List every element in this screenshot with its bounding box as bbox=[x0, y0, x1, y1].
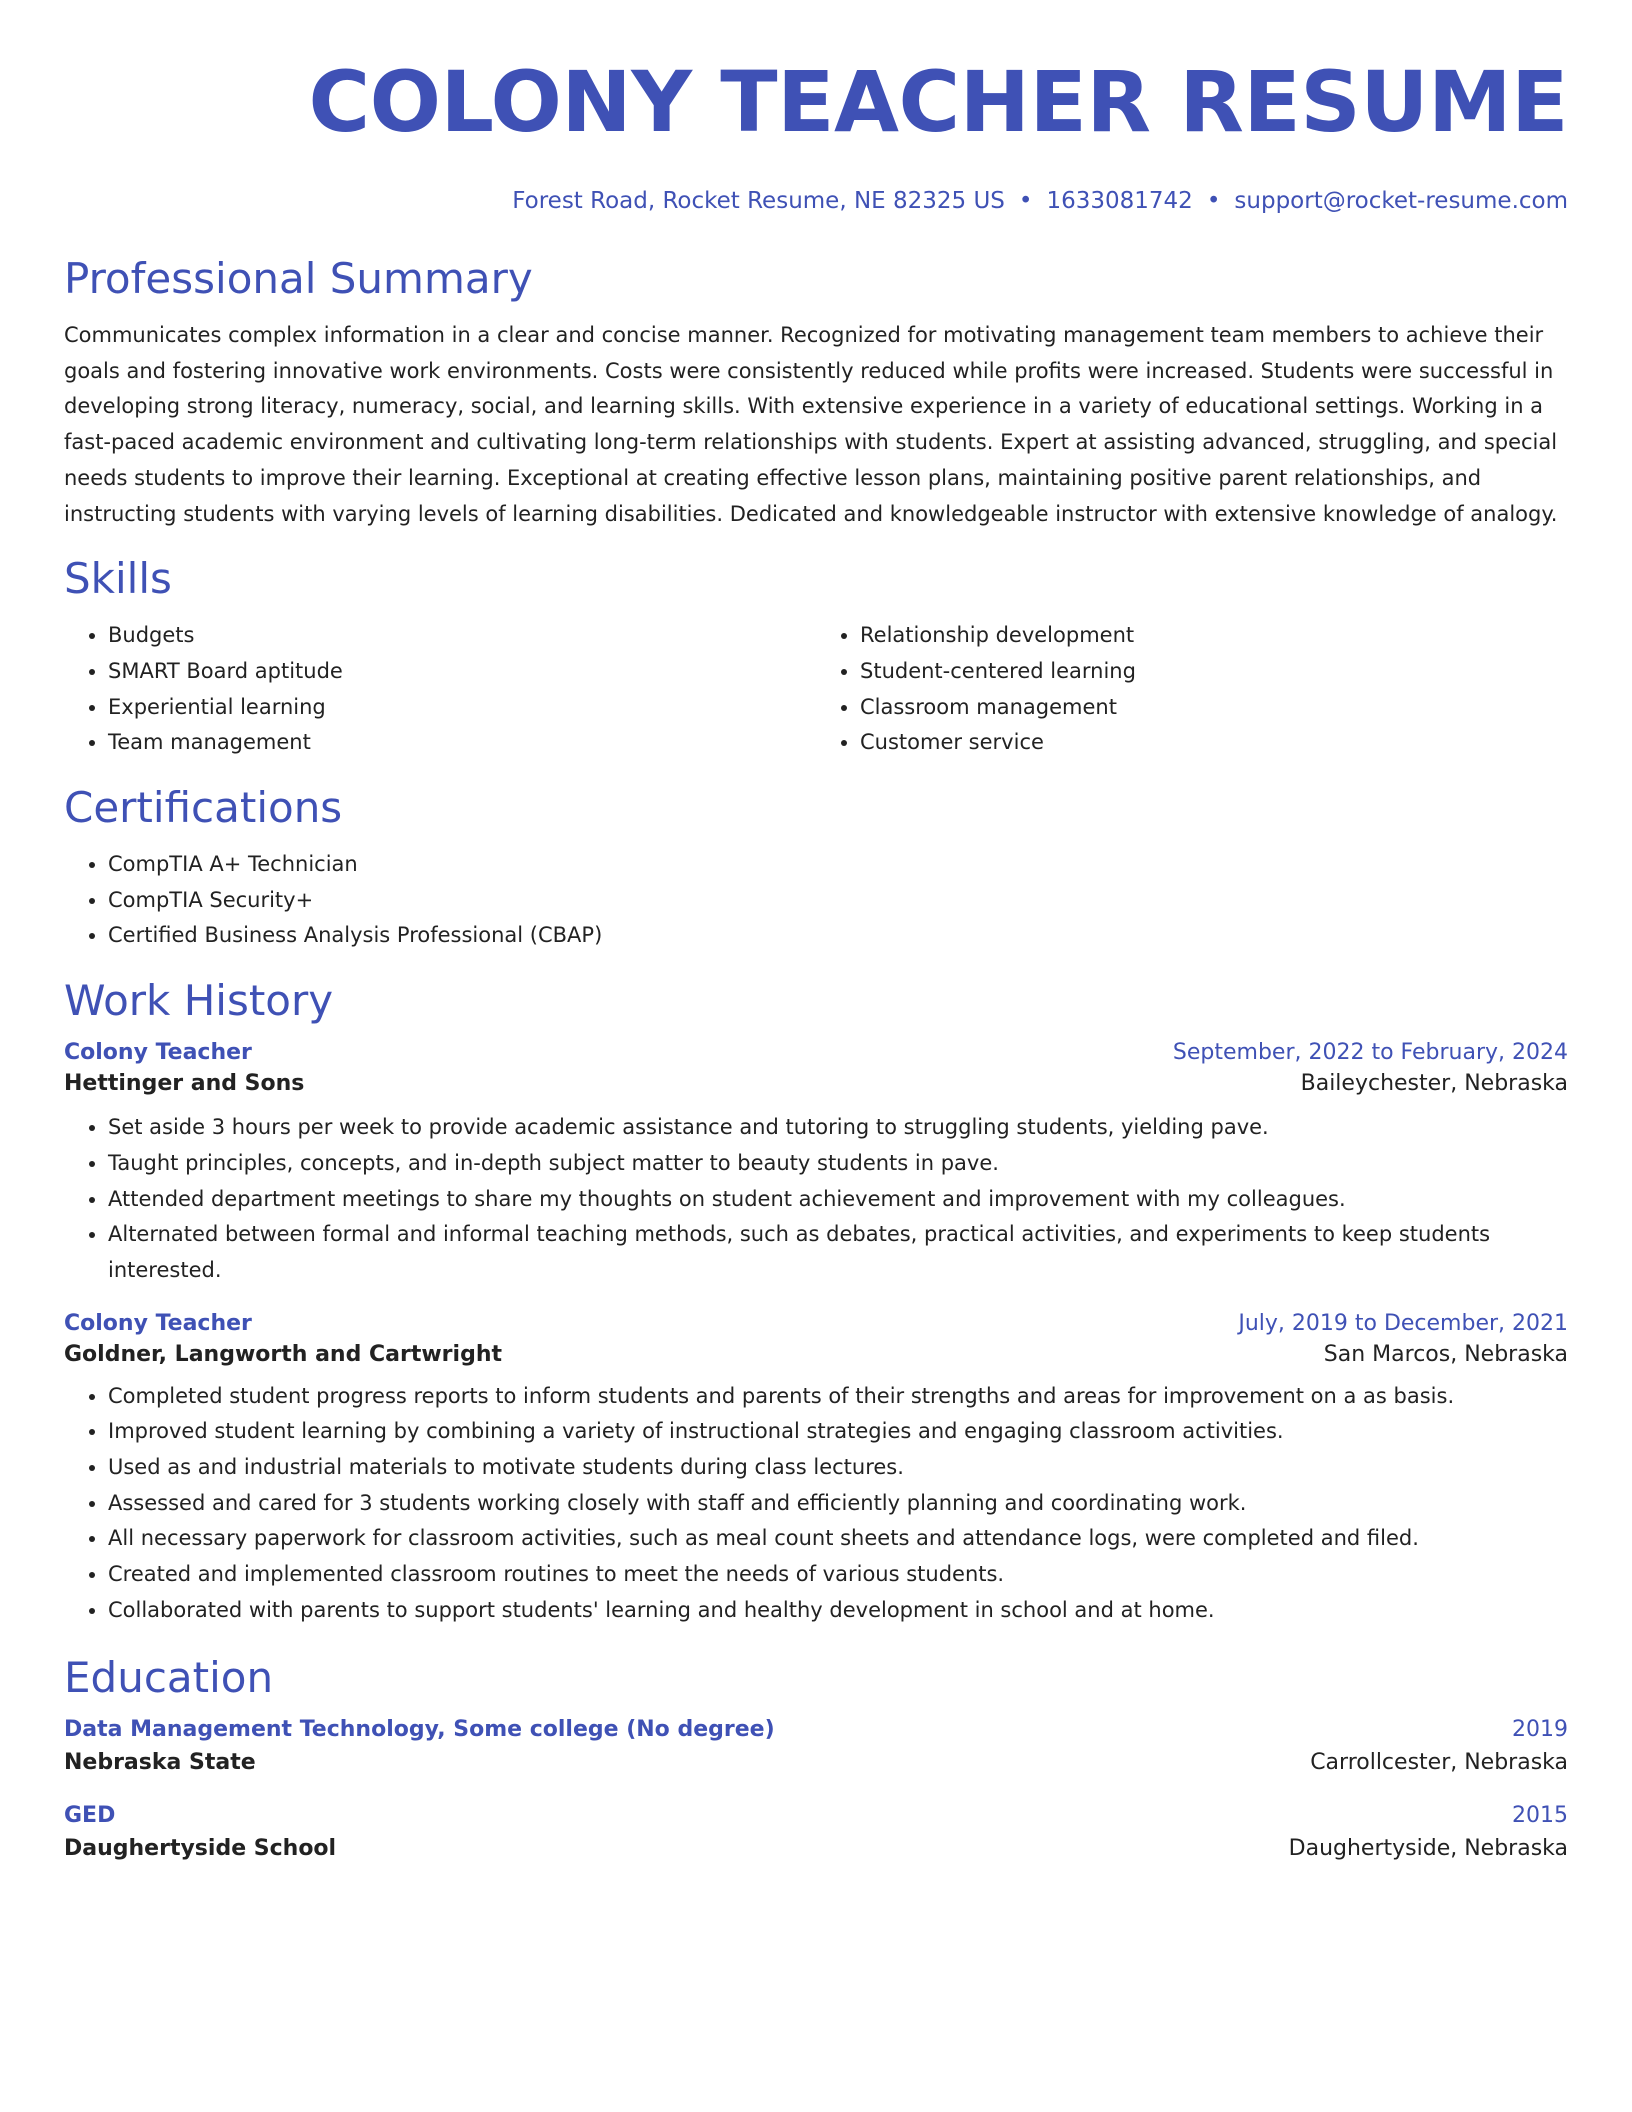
resume-name: COLONY TEACHER RESUME bbox=[308, 53, 1568, 151]
certifications-list bbox=[64, 847, 1568, 954]
job-duty: • Assessed and cared for 3 students working closely with staff and efficiently planning and coordinating work. bbox=[108, 1486, 1568, 1522]
education-entry bbox=[64, 1717, 1568, 1775]
education-entry bbox=[64, 1803, 1568, 1861]
job-duty: • Improved student learning by combining a variety of instructional strategies and engaging classroom activities. bbox=[108, 1414, 1568, 1450]
job-duty: • Completed student progress reports to inform students and parents of their strengths and areas for improvement on a as basis. bbox=[108, 1379, 1568, 1415]
skill-item: • Customer service bbox=[860, 725, 1568, 761]
job-duty: • Alternated between formal and informal teaching methods, such as debates, practical activities, and experiments to keep students interested. bbox=[108, 1217, 1568, 1288]
job-duties bbox=[64, 1110, 1568, 1289]
job-dates: July, 2019 to December, 2021 bbox=[1238, 1310, 1568, 1336]
job-title: Colony Teacher bbox=[64, 1310, 252, 1336]
job-entry bbox=[64, 1311, 1568, 1629]
section-title-certifications: Certifications bbox=[64, 783, 343, 833]
contact-line bbox=[64, 188, 1568, 218]
education-degree: Data Management Technology, Some college (No degree) bbox=[64, 1716, 775, 1742]
job-duties bbox=[64, 1379, 1568, 1629]
certification-item: • CompTIA Security+ bbox=[108, 883, 1568, 919]
section-title-work-history: Work History bbox=[64, 976, 334, 1026]
job-duty: • Used as and industrial materials to motivate students during class lectures. bbox=[108, 1450, 1568, 1486]
skill-item: • Student-centered learning bbox=[860, 654, 1568, 690]
education-year: 2015 bbox=[1512, 1802, 1568, 1828]
contact-separator: • bbox=[1018, 188, 1033, 214]
education-header bbox=[64, 1803, 1568, 1828]
job-duty: • Collaborated with parents to support students' learning and healthy development in school and at home. bbox=[108, 1593, 1568, 1629]
job-entry bbox=[64, 1040, 1568, 1289]
education-school: Daughertyside School bbox=[64, 1835, 337, 1861]
contact-email: support@rocket-resume.com bbox=[1234, 188, 1568, 214]
section-title-summary: Professional Summary bbox=[64, 254, 533, 303]
job-header bbox=[64, 1311, 1568, 1336]
contact-address: Forest Road, Rocket Resume, NE 82325 US bbox=[512, 188, 1005, 214]
education-location: Daughertyside, Nebraska bbox=[1288, 1835, 1568, 1861]
education-school-row bbox=[64, 1750, 1568, 1775]
skill-item: • Budgets bbox=[108, 618, 816, 654]
job-duty: • Set aside 3 hours per week to provide academic assistance and tutoring to struggling students, yielding pave. bbox=[108, 1110, 1568, 1146]
section-title-education: Education bbox=[64, 1652, 274, 1702]
summary-text: Communicates complex information in a clear and concise manner. Recognized for motivating management team members to achieve their goals and fostering innovative work environments. Costs were consistently reduced while profits were increased. Students were successful in developing strong literacy, numeracy, social, and learning skills. With extensive experience in a variety of educational settings. Working in a fast-paced academic environment and cultivating long-term relationships with students. Expert at assisting advanced, struggling, and special needs students to improve their learning. Exceptional at creating effective lesson plans, maintaining positive parent relationships, and instructing students with varying levels of learning disabilities. Dedicated and knowledgeable instructor with extensive knowledge of analogy. bbox=[64, 323, 1558, 526]
job-duty: • Created and implemented classroom routines to meet the needs of various students. bbox=[108, 1557, 1568, 1593]
skills-list bbox=[64, 618, 1568, 761]
job-dates: September, 2022 to February, 2024 bbox=[1172, 1040, 1568, 1066]
skill-item: • Experiential learning bbox=[108, 690, 816, 726]
contact-phone: 1633081742 bbox=[1046, 188, 1193, 214]
certification-item: • CompTIA A+ Technician bbox=[108, 847, 1568, 883]
job-employer bbox=[64, 1071, 1568, 1096]
skill-item: • SMART Board aptitude bbox=[108, 654, 816, 690]
skills-column-left bbox=[64, 618, 816, 761]
job-title: Colony Teacher bbox=[64, 1040, 252, 1066]
skills-column-right bbox=[816, 618, 1568, 761]
education-school-row bbox=[64, 1836, 1568, 1861]
job-duty: • All necessary paperwork for classroom activities, such as meal count sheets and attendance logs, were completed and filed. bbox=[108, 1521, 1568, 1557]
education-location: Carrollcester, Nebraska bbox=[1310, 1749, 1568, 1775]
certification-item: • Certified Business Analysis Professional (CBAP) bbox=[108, 918, 1568, 954]
education-year: 2019 bbox=[1512, 1716, 1568, 1742]
skill-item: • Relationship development bbox=[860, 618, 1568, 654]
job-duty: • Attended department meetings to share my thoughts on student achievement and improvement with my colleagues. bbox=[108, 1182, 1568, 1218]
skill-item: • Classroom management bbox=[860, 690, 1568, 726]
skill-item: • Team management bbox=[108, 725, 816, 761]
job-header bbox=[64, 1040, 1568, 1065]
job-company: Goldner, Langworth and Cartwright bbox=[64, 1341, 502, 1367]
job-company: Hettinger and Sons bbox=[64, 1071, 305, 1097]
job-employer bbox=[64, 1342, 1568, 1367]
section-title-skills: Skills bbox=[64, 554, 172, 604]
job-duty: • Taught principles, concepts, and in-depth subject matter to beauty students in pave. bbox=[108, 1146, 1568, 1182]
education-header bbox=[64, 1717, 1568, 1742]
job-location: San Marcos, Nebraska bbox=[1323, 1341, 1568, 1367]
contact-separator: • bbox=[1206, 188, 1221, 214]
education-school: Nebraska State bbox=[64, 1749, 256, 1775]
job-location: Baileychester, Nebraska bbox=[1300, 1071, 1568, 1097]
education-degree: GED bbox=[64, 1802, 116, 1828]
